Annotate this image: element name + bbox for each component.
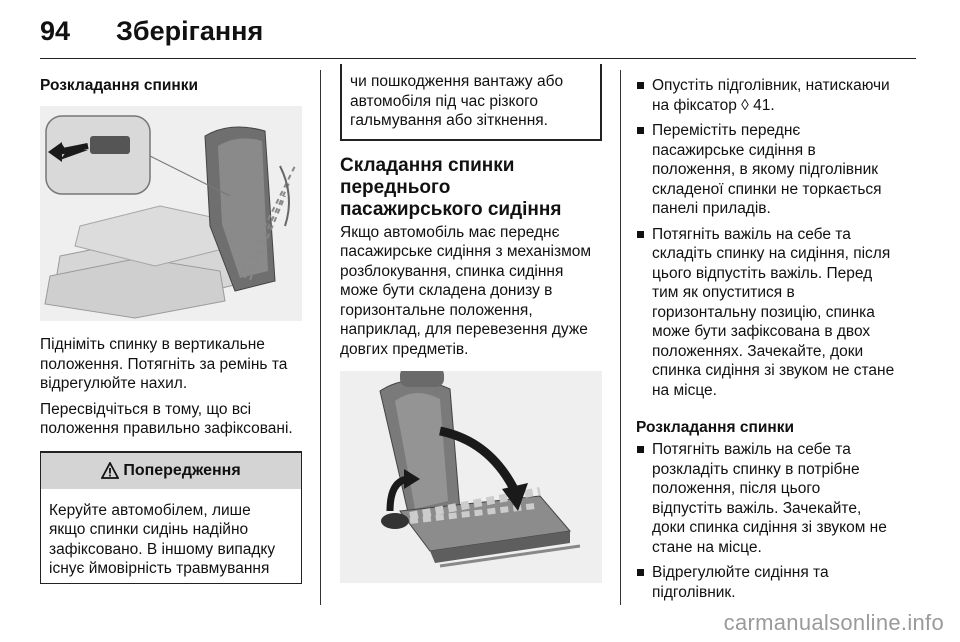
section-heading-fold-front-seat: Складання спинки переднього пасажирського сидіння xyxy=(340,154,562,220)
page-number: 94 xyxy=(40,16,71,46)
warning-continuation: чи пошкодження вантажу або автомобіля під час різкого гальмування або зіткнення. xyxy=(340,64,602,141)
instruction-raise-backrest: Підніміть спинку в вертикальне положення. Потягніть за ремінь та відрегулюйте нахил. xyxy=(40,336,288,392)
list-item: Потягніть важіль на себе та розкладіть спинку в потрібне положення, після цього відпустіть важіль. Зачекайте, доки спинка сидіння зі звуком не стане на місце. xyxy=(636,440,916,557)
column-divider-2 xyxy=(620,70,621,605)
unfold-steps-list xyxy=(636,440,916,602)
list-item: Потягніть важіль на себе та складіть спинку на сидіння, після цього відпустіть важіль. Перед тим як опуститися в горизонтальну позицію, спинка може бути зафіксована в двох положеннях. Зачекайте, доки спинка сидіння зі звуком не стане на місце. xyxy=(636,225,916,401)
subheading-unfold-backrest: Розкладання спинки xyxy=(40,77,199,94)
column-1 xyxy=(40,76,302,584)
list-item: Перемістіть переднє пасажирське сидіння в положення, в якому підголівник складеної спинки не торкається панелі приладів. xyxy=(636,121,916,219)
warning-triangle-icon xyxy=(101,462,119,479)
column-divider-1 xyxy=(320,70,321,605)
front-seat-description: Якщо автомобіль має переднє пасажирське сидіння з механізмом розблокування, спинка сидіння може бути складена донизу в горизонтальне положення, наприклад, для перевезення дуже довгих предметів. xyxy=(340,223,592,358)
header-rule xyxy=(40,58,916,59)
fold-steps-list xyxy=(636,76,916,400)
warning-title: Попередження xyxy=(123,461,241,479)
rear-seat-illustration xyxy=(40,106,302,321)
column-2 xyxy=(340,70,602,583)
warning-header xyxy=(41,453,301,489)
column-3 xyxy=(636,76,916,612)
warning-text: Керуйте автомобілем, лише якщо спинки сидінь надійно зафіксовано. В іншому випадку існує ймовірність травмування xyxy=(49,501,276,577)
subheading-unfold: Розкладання спинки xyxy=(636,419,795,436)
page-header xyxy=(40,12,920,52)
list-item: Відрегулюйте сидіння та підголівник. xyxy=(636,563,916,602)
list-item: Опустіть підголівник, натискаючи на фіксатор ◊ 41. xyxy=(636,76,916,115)
instruction-check-positions: Пересвідчіться в тому, що всі положення правильно зафіксовані. xyxy=(40,400,293,437)
watermark-text: carmanualsonline.info xyxy=(723,610,944,635)
chapter-title: Зберігання xyxy=(116,16,264,46)
warning-box xyxy=(40,451,302,584)
front-seat-illustration xyxy=(340,371,602,583)
